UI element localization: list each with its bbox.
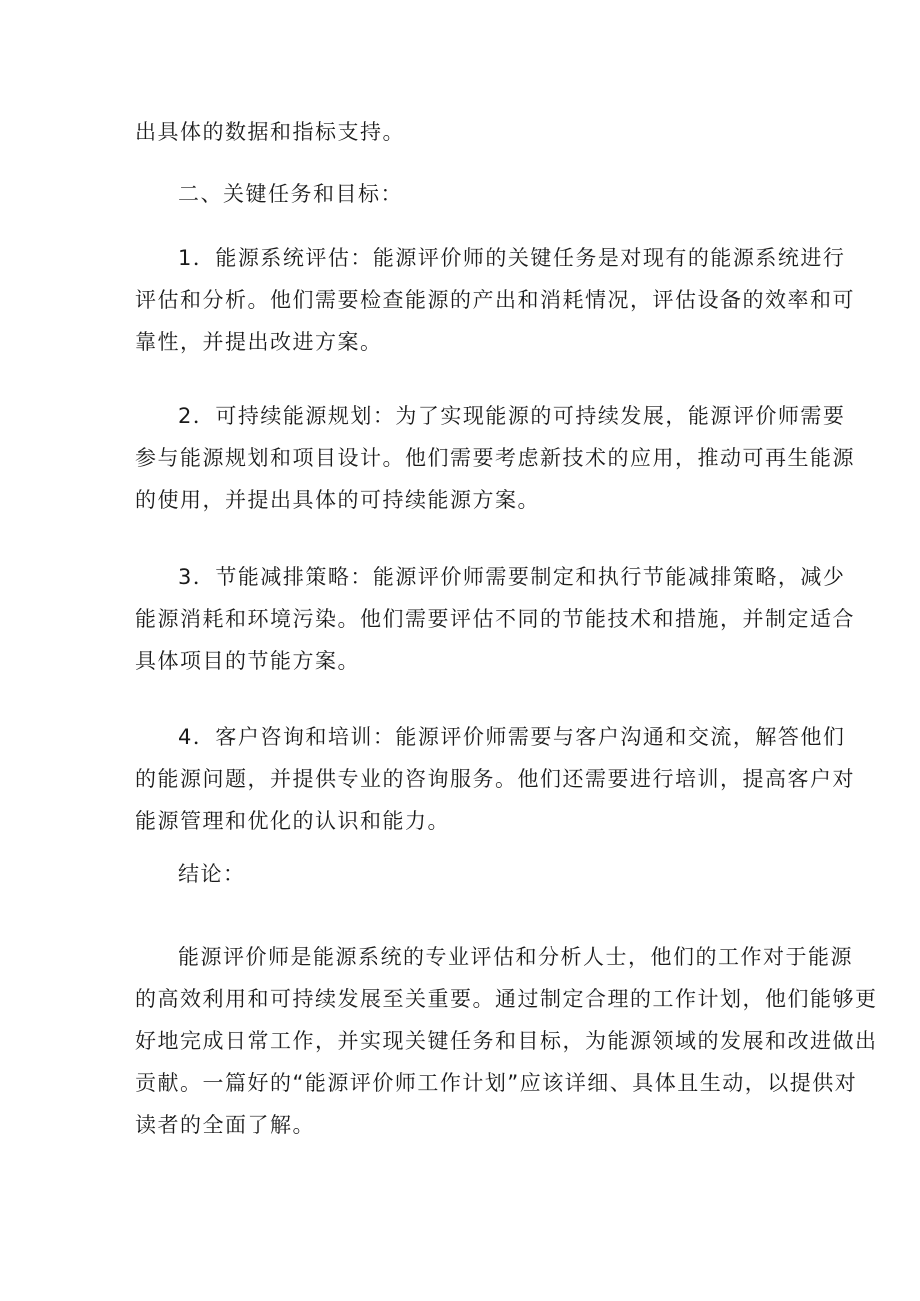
task-item-3 [135, 556, 855, 682]
paragraph-line: 参与能源规划和项目设计。他们需要考虑新技术的应用，推动可再生能源 [135, 446, 855, 470]
section-heading [135, 173, 785, 215]
paragraph-line: 能源评价师是能源系统的专业评估和分析人士，他们的工作对于能源 [178, 945, 853, 969]
paragraph-line: 2．可持续能源规划：为了实现能源的可持续发展，能源评价师需要 [178, 404, 846, 428]
heading-text: 结论： [178, 862, 246, 886]
paragraph-line: 的使用，并提出具体的可持续能源方案。 [135, 488, 540, 512]
paragraph-line: 1．能源系统评估：能源评价师的关键任务是对现有的能源系统进行 [178, 246, 846, 270]
paragraph-line: 的能源问题，并提供专业的咨询服务。他们还需要进行培训，提高客户对 [135, 767, 855, 791]
task-item-1 [135, 237, 855, 363]
paragraph-line: 贡献。一篇好的“能源评价师工作计划”应该详细、具体且生动，以提供对 [135, 1071, 858, 1095]
paragraph-line: 的高效利用和可持续发展至关重要。通过制定合理的工作计划，他们能够更 [135, 987, 878, 1011]
paragraph-line: 好地完成日常工作，并实现关键任务和目标，为能源领域的发展和改进做出 [135, 1029, 878, 1053]
heading-text: 二、关键任务和目标： [178, 182, 403, 206]
paragraph-line: 4．客户咨询和培训：能源评价师需要与客户沟通和交流，解答他们 [178, 725, 846, 749]
paragraph-line: 能源消耗和环境污染。他们需要评估不同的节能技术和措施，并制定适合 [135, 607, 855, 631]
conclusion-paragraph [135, 936, 878, 1146]
conclusion-heading [135, 853, 785, 895]
task-item-2 [135, 395, 855, 521]
paragraph-line: 具体项目的节能方案。 [135, 649, 360, 673]
paragraph-line: 3．节能减排策略：能源评价师需要制定和执行节能减排策略，减少 [178, 565, 846, 589]
paragraph-line: 靠性，并提出改进方案。 [135, 330, 383, 354]
task-item-4 [135, 716, 855, 842]
paragraph-line: 能源管理和优化的认识和能力。 [135, 809, 450, 833]
paragraph-line: 读者的全面了解。 [135, 1113, 315, 1137]
paragraph-line: 评估和分析。他们需要检查能源的产出和消耗情况，评估设备的效率和可 [135, 288, 855, 312]
paragraph-line: 出具体的数据和指标支持。 [135, 120, 405, 144]
continuation-paragraph [135, 111, 785, 153]
